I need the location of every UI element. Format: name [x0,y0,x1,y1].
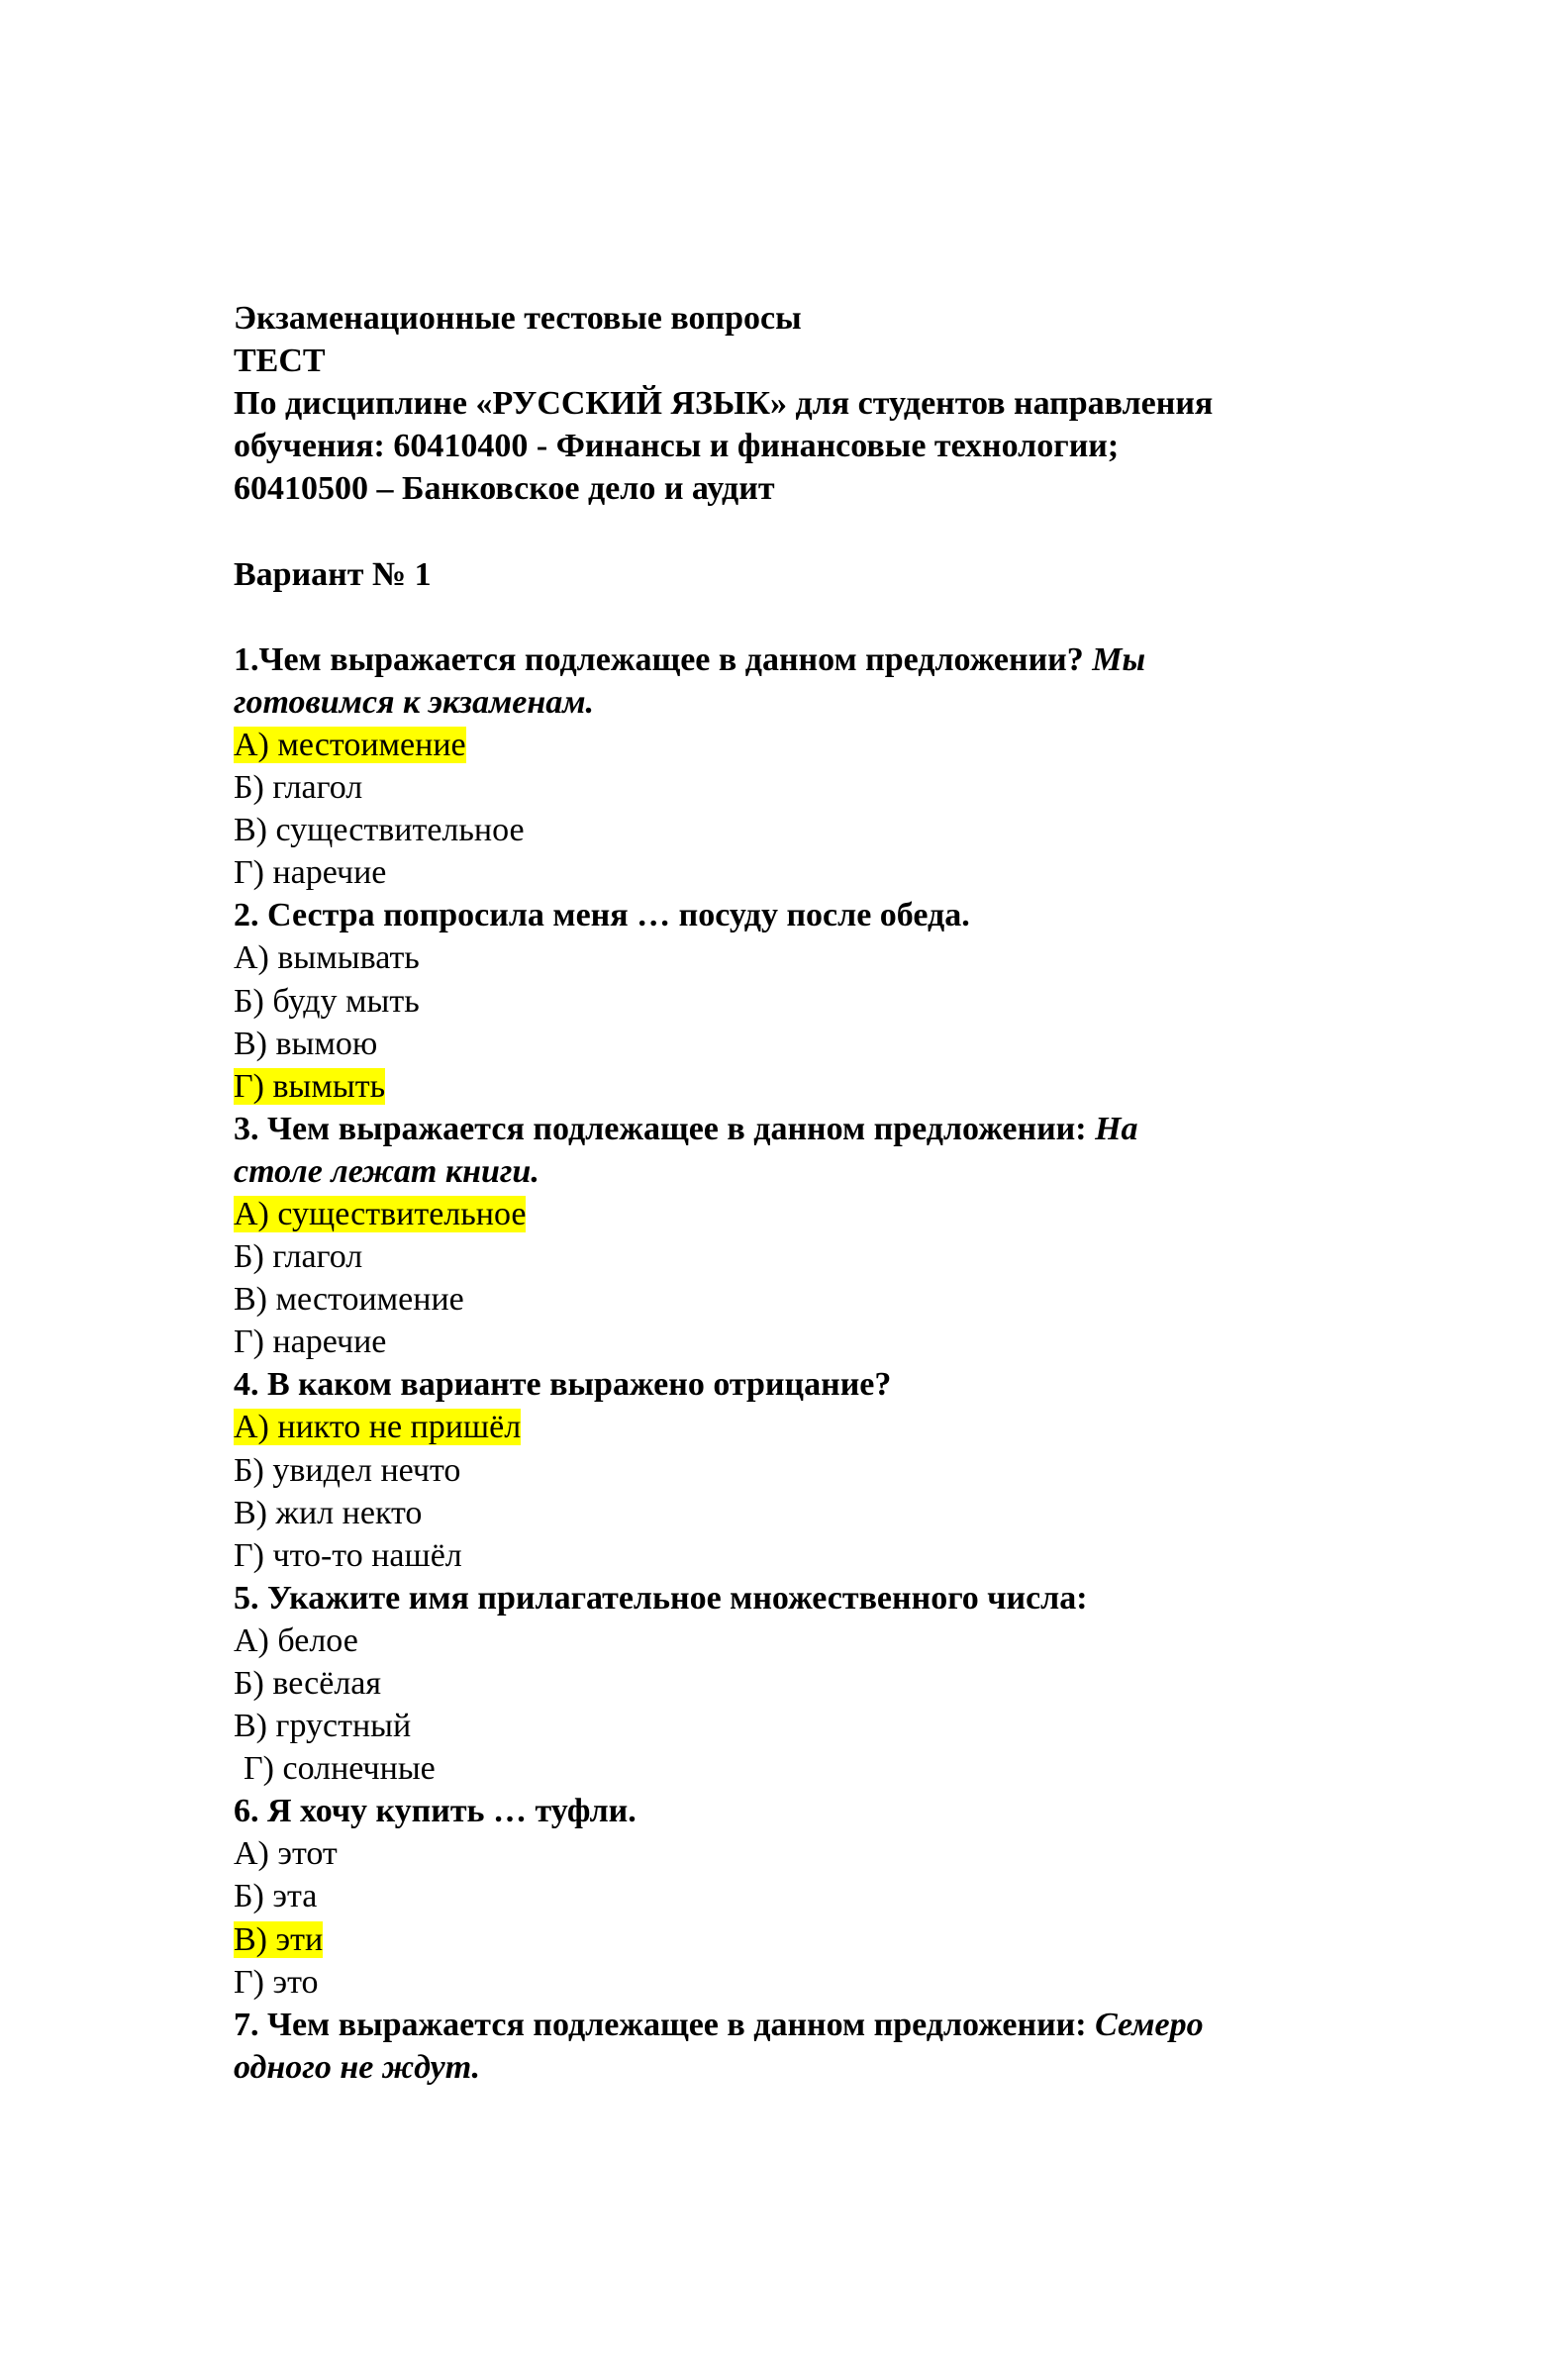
variant-label: Вариант № 1 [234,555,432,593]
question-3-text: 3. Чем выражается подлежащее в данном предложении: На [234,1110,1138,1147]
question-5-option-a: А) белое [234,1621,358,1659]
header-title: Экзаменационные тестовые вопросы [234,300,802,337]
question-1-option-c: В) существительное [234,812,525,849]
question-4-option-b: Б) увидел нечто [234,1451,461,1489]
header-test-label: ТЕСТ [234,343,326,380]
question-5-option-d: Г) солнечные [244,1750,436,1788]
header-discipline: По дисциплине «РУССКИЙ ЯЗЫК» для студентов направления [234,385,1214,423]
question-5-text: 5. Укажите имя прилагательное множественного числа: [234,1579,1088,1617]
question-4-text: 4. В каком варианте выражено отрицание? [234,1366,892,1404]
question-2-option-c: В) вымою [234,1025,378,1062]
question-1-option-d: Г) наречие [234,854,387,892]
spacer [234,596,1372,638]
question-6-option-b: Б) эта [234,1878,318,1915]
question-7-sentence: одного не ждут. [234,2048,481,2086]
question-2-option-a: А) вымывать [234,939,420,977]
highlighted-answer: Г) вымыть [234,1067,386,1105]
highlighted-answer: В) эти [234,1920,324,1958]
question-6-option-c [234,1918,1372,1961]
question-6-text: 6. Я хочу купить … туфли. [234,1793,637,1830]
question-5-option-c: В) грустный [234,1708,412,1745]
question-6-option-d: Г) это [234,1963,319,2001]
question-5-option-b: Б) весёлая [234,1665,382,1702]
question-1-sentence: готовимся к экзаменам. [234,683,594,721]
question-3-option-c: В) местоимение [234,1281,464,1319]
spacer [234,510,1372,552]
question-2-option-d [234,1065,1372,1108]
question-1-text: 1.Чем выражается подлежащее в данном предложении? Мы [234,640,1146,678]
question-7-text: 7. Чем выражается подлежащее в данном предложении: Семеро [234,2006,1204,2043]
question-4-option-c: В) жил некто [234,1494,423,1531]
question-2-option-b: Б) буду мыть [234,982,420,1020]
question-3-sentence: столе лежат книги. [234,1152,539,1190]
question-4-option-d: Г) что-то нашёл [234,1536,462,1574]
question-3-option-a [234,1193,1372,1235]
question-4-option-a [234,1406,1372,1448]
highlighted-answer: А) местоимение [234,726,466,763]
header-program-2: 60410500 – Банковское дело и аудит [234,470,775,508]
question-3-option-d: Г) наречие [234,1324,387,1361]
highlighted-answer: А) существительное [234,1195,527,1232]
question-1-option-a [234,724,1372,766]
highlighted-answer: А) никто не пришёл [234,1409,522,1446]
question-1-option-b: Б) глагол [234,769,363,807]
document-page [234,297,1372,2089]
header-program-1: обучения: 60410400 - Финансы и финансовые технологии; [234,428,1120,465]
question-3-option-b: Б) глагол [234,1238,363,1276]
question-6-option-a: А) этот [234,1835,338,1873]
question-2-text: 2. Сестра попросила меня … посуду после обеда. [234,897,970,934]
